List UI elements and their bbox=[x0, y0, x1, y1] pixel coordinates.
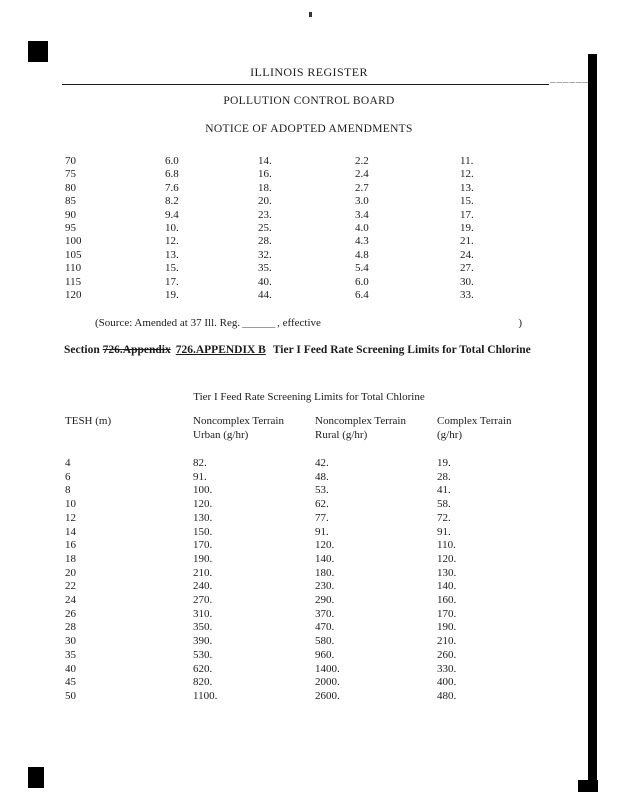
table-cell: 100. bbox=[193, 484, 213, 497]
page-number-blank: ______ bbox=[550, 72, 589, 84]
table-cell: 15. bbox=[460, 195, 474, 208]
table-cell: 28. bbox=[258, 235, 272, 248]
table-cell: 6.0 bbox=[355, 275, 369, 288]
table-cell: 350. bbox=[193, 621, 213, 634]
table-cell: 13. bbox=[165, 248, 179, 261]
table-cell: 91. bbox=[193, 470, 207, 483]
table-row bbox=[65, 526, 565, 540]
table-cell: 130. bbox=[437, 566, 457, 579]
table-row bbox=[65, 484, 565, 498]
section-heading bbox=[64, 343, 556, 359]
table-cell: 70 bbox=[65, 155, 76, 167]
table-cell: 62. bbox=[315, 498, 329, 511]
table-cell: 6.8 bbox=[165, 168, 179, 181]
table-cell: 28. bbox=[437, 470, 451, 483]
table-row bbox=[65, 471, 565, 485]
board-title: POLLUTION CONTROL BOARD bbox=[223, 95, 395, 107]
table-cell: 3.4 bbox=[355, 208, 369, 221]
table-cell: 6.4 bbox=[355, 289, 369, 302]
table2-header-noncomplex-urban bbox=[193, 415, 315, 442]
table-cell: 115 bbox=[65, 275, 82, 288]
table-cell: 13. bbox=[460, 181, 474, 194]
table-cell: 210. bbox=[437, 635, 457, 648]
table-cell: 75 bbox=[65, 168, 76, 181]
source-line bbox=[95, 317, 522, 329]
table-cell: 53. bbox=[315, 484, 329, 497]
table-row bbox=[65, 512, 565, 526]
table-cell: 240. bbox=[193, 580, 213, 593]
table-cell: 19. bbox=[165, 289, 179, 302]
table-cell: 120 bbox=[65, 289, 82, 302]
table-cell: 95 bbox=[65, 222, 76, 235]
header-line: Complex Terrain bbox=[437, 415, 512, 427]
table-cell: 390. bbox=[193, 635, 213, 648]
table-row bbox=[65, 553, 565, 567]
table-cell: 40 bbox=[65, 662, 76, 675]
table-cell: 4 bbox=[65, 457, 71, 469]
table-cell: 16. bbox=[258, 168, 272, 181]
table-cell: 18 bbox=[65, 552, 76, 565]
register-title: ILLINOIS REGISTER bbox=[250, 65, 368, 79]
table-row bbox=[65, 289, 555, 302]
table-row bbox=[65, 608, 565, 622]
table-cell: 77. bbox=[315, 511, 329, 524]
table-cell: 4.8 bbox=[355, 248, 369, 261]
table-row bbox=[65, 235, 555, 248]
table-cell: 10 bbox=[65, 498, 76, 511]
table-cell: 230. bbox=[315, 580, 335, 593]
scan-artifact-bottom-left bbox=[28, 767, 44, 788]
table-row bbox=[65, 155, 555, 168]
table-cell: 91. bbox=[315, 525, 329, 538]
table-cell: 72. bbox=[437, 511, 451, 524]
table-row bbox=[65, 594, 565, 608]
source-effective: , effective bbox=[277, 317, 321, 329]
table-cell: 470. bbox=[315, 621, 335, 634]
table-cell: 140. bbox=[437, 580, 457, 593]
table-cell: 5.4 bbox=[355, 262, 369, 275]
table-cell: 820. bbox=[193, 676, 213, 689]
table-cell: 120. bbox=[193, 498, 213, 511]
table-row bbox=[65, 649, 565, 663]
table-cell: 19. bbox=[437, 457, 451, 469]
table-row bbox=[65, 249, 555, 262]
table-cell: 190. bbox=[193, 552, 213, 565]
table-cell: 110. bbox=[437, 539, 456, 552]
table-cell: 33. bbox=[460, 289, 474, 302]
source-close-paren: ) bbox=[518, 317, 522, 329]
table-cell: 17. bbox=[460, 208, 474, 221]
table-cell: 8.2 bbox=[165, 195, 179, 208]
table-row bbox=[65, 262, 555, 275]
table2-title: Tier I Feed Rate Screening Limits for Total Chlorine bbox=[193, 391, 425, 403]
table-cell: 120. bbox=[315, 539, 335, 552]
table-cell: 90 bbox=[65, 208, 76, 221]
scan-artifact-bottom-right bbox=[578, 780, 598, 792]
table-cell: 24 bbox=[65, 594, 76, 607]
table-cell: 120. bbox=[437, 552, 457, 565]
table-cell: 21. bbox=[460, 235, 474, 248]
table-row bbox=[65, 635, 565, 649]
header-line: TESH (m) bbox=[65, 415, 112, 427]
table-cell: 170. bbox=[193, 539, 213, 552]
table-row bbox=[65, 182, 555, 195]
table-cell: 24. bbox=[460, 248, 474, 261]
table-cell: 260. bbox=[437, 648, 457, 661]
table-cell: 23. bbox=[258, 208, 272, 221]
table-cell: 620. bbox=[193, 662, 213, 675]
table-cell: 82. bbox=[193, 457, 207, 469]
table-cell: 6 bbox=[65, 470, 71, 483]
table-cell: 105 bbox=[65, 248, 82, 261]
section-underlined-text: 726.APPENDIX B bbox=[175, 344, 266, 356]
table-cell: 580. bbox=[315, 635, 335, 648]
scan-artifact-top-left bbox=[28, 41, 48, 62]
source-blank: ______ bbox=[242, 317, 276, 329]
table-cell: 160. bbox=[437, 594, 457, 607]
table-cell: 960. bbox=[315, 648, 335, 661]
table-row bbox=[65, 195, 555, 208]
section-title-text: Tier I Feed Rate Screening Limits for Total Chlorine bbox=[272, 344, 531, 356]
table-cell: 2.4 bbox=[355, 168, 369, 181]
table-cell: 45 bbox=[65, 676, 76, 689]
notice-title: NOTICE OF ADOPTED AMENDMENTS bbox=[205, 123, 413, 135]
table-cell: 290. bbox=[315, 594, 335, 607]
table-cell: 17. bbox=[165, 275, 179, 288]
table-cell: 9.4 bbox=[165, 208, 179, 221]
feed-rate-table bbox=[65, 457, 565, 704]
table-cell: 400. bbox=[437, 676, 457, 689]
table-cell: 22 bbox=[65, 580, 76, 593]
header-rule bbox=[62, 84, 549, 85]
table-cell: 27. bbox=[460, 262, 474, 275]
table-cell: 58. bbox=[437, 498, 451, 511]
table2-header-noncomplex-rural bbox=[315, 415, 437, 442]
section-struck-text: 726.Appendix bbox=[102, 344, 171, 356]
header-line: (g/hr) bbox=[437, 428, 463, 441]
table-cell: 15. bbox=[165, 262, 179, 275]
table-cell: 1400. bbox=[315, 662, 340, 675]
table-cell: 30 bbox=[65, 635, 76, 648]
table-row bbox=[65, 168, 555, 181]
table2-header-tesh bbox=[65, 415, 193, 442]
table-row bbox=[65, 498, 565, 512]
table-cell: 110 bbox=[65, 262, 82, 275]
table-cell: 28 bbox=[65, 621, 76, 634]
table-cell: 32. bbox=[258, 248, 272, 261]
table-cell: 480. bbox=[437, 689, 457, 702]
source-text: (Source: Amended at 37 Ill. Reg. bbox=[95, 317, 241, 329]
scan-artifact-right-bar bbox=[588, 54, 597, 788]
table-cell: 40. bbox=[258, 275, 272, 288]
table-cell: 170. bbox=[437, 607, 457, 620]
table-cell: 14. bbox=[258, 155, 272, 167]
table-cell: 85 bbox=[65, 195, 76, 208]
table-row bbox=[65, 676, 565, 690]
table-cell: 50 bbox=[65, 689, 76, 702]
table-cell: 2000. bbox=[315, 676, 340, 689]
table-cell: 270. bbox=[193, 594, 213, 607]
table-cell: 41. bbox=[437, 484, 451, 497]
table-cell: 210. bbox=[193, 566, 213, 579]
table-cell: 11. bbox=[460, 155, 474, 167]
table-cell: 35 bbox=[65, 648, 76, 661]
feed-rate-table-top bbox=[65, 155, 555, 302]
table-cell: 26 bbox=[65, 607, 76, 620]
table-cell: 30. bbox=[460, 275, 474, 288]
scan-artifact-speck bbox=[309, 12, 312, 17]
table-cell: 2600. bbox=[315, 689, 340, 702]
table-row bbox=[65, 580, 565, 594]
table-cell: 44. bbox=[258, 289, 272, 302]
table2-header bbox=[65, 415, 565, 442]
table2-header-complex bbox=[437, 415, 565, 442]
table-cell: 12 bbox=[65, 511, 76, 524]
table-cell: 12. bbox=[165, 235, 179, 248]
table-cell: 150. bbox=[193, 525, 213, 538]
table-row bbox=[65, 621, 565, 635]
table-row bbox=[65, 457, 565, 471]
table-cell: 12. bbox=[460, 168, 474, 181]
table-cell: 20 bbox=[65, 566, 76, 579]
header-line: Noncomplex Terrain bbox=[193, 415, 284, 427]
header-line: Noncomplex Terrain bbox=[315, 415, 406, 427]
table-cell: 6.0 bbox=[165, 155, 179, 167]
table-cell: 310. bbox=[193, 607, 213, 620]
table-row bbox=[65, 539, 565, 553]
table-cell: 10. bbox=[165, 222, 179, 235]
table-row bbox=[65, 663, 565, 677]
table-cell: 370. bbox=[315, 607, 335, 620]
header-line: Rural (g/hr) bbox=[315, 428, 368, 441]
table-cell: 35. bbox=[258, 262, 272, 275]
table-cell: 140. bbox=[315, 552, 335, 565]
table-cell: 91. bbox=[437, 525, 451, 538]
table-cell: 2.7 bbox=[355, 181, 369, 194]
table-cell: 80 bbox=[65, 181, 76, 194]
table-cell: 530. bbox=[193, 648, 213, 661]
section-prefix: Section bbox=[64, 344, 103, 356]
table-cell: 180. bbox=[315, 566, 335, 579]
table-row bbox=[65, 209, 555, 222]
table-cell: 18. bbox=[258, 181, 272, 194]
table-cell: 1100. bbox=[193, 689, 218, 702]
table-row bbox=[65, 276, 555, 289]
table-cell: 100 bbox=[65, 235, 82, 248]
table-cell: 42. bbox=[315, 457, 329, 469]
table-cell: 19. bbox=[460, 222, 474, 235]
table-cell: 190. bbox=[437, 621, 457, 634]
table-cell: 2.2 bbox=[355, 155, 369, 167]
table-cell: 48. bbox=[315, 470, 329, 483]
table-cell: 20. bbox=[258, 195, 272, 208]
table-cell: 25. bbox=[258, 222, 272, 235]
table-cell: 4.3 bbox=[355, 235, 369, 248]
table-cell: 130. bbox=[193, 511, 213, 524]
header-line: Urban (g/hr) bbox=[193, 428, 249, 441]
table-cell: 3.0 bbox=[355, 195, 369, 208]
table-cell: 330. bbox=[437, 662, 457, 675]
table-cell: 7.6 bbox=[165, 181, 179, 194]
table-cell: 14 bbox=[65, 525, 76, 538]
table-row bbox=[65, 690, 565, 704]
table-row bbox=[65, 222, 555, 235]
table-cell: 8 bbox=[65, 484, 71, 497]
table-row bbox=[65, 567, 565, 581]
table-cell: 16 bbox=[65, 539, 76, 552]
table-cell: 4.0 bbox=[355, 222, 369, 235]
